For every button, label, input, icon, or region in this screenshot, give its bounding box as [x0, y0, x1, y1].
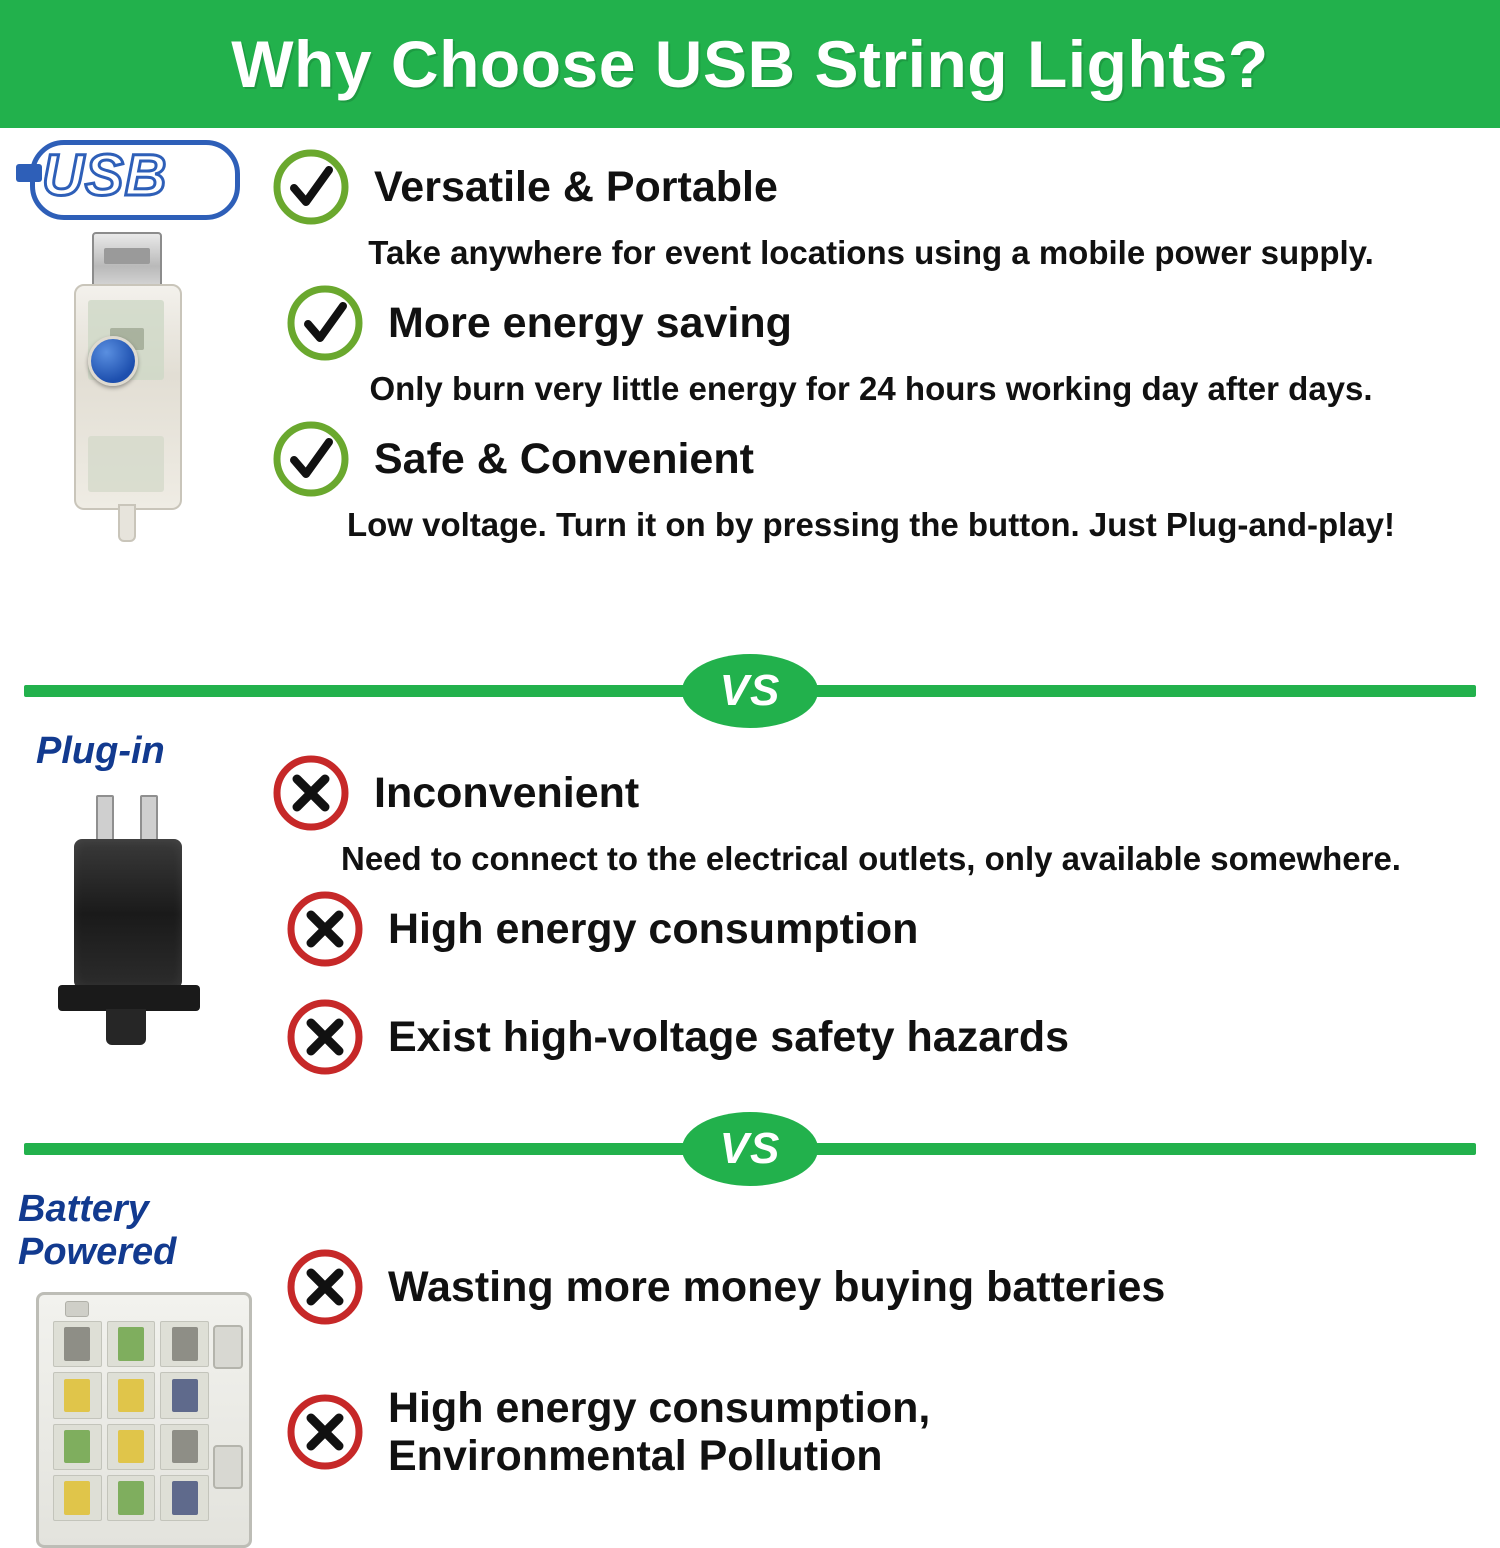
usb-power-button-icon: [88, 336, 138, 386]
check-icon: [270, 146, 352, 228]
plugin-label: Plug-in: [36, 730, 165, 772]
bullet-subtext: Take anywhere for event locations using a mobile power supply.: [368, 234, 1374, 271]
bullet-subtext: Need to connect to the electrical outlets, only available somewhere.: [341, 840, 1401, 877]
divider-vs-1: [0, 652, 1500, 730]
cross-icon: [270, 752, 352, 834]
usb-logo-icon: [24, 138, 234, 218]
plugin-visual-column: [0, 730, 270, 1110]
bullet-row: [284, 996, 1472, 1078]
battery-drawbacks-list: [270, 1188, 1500, 1528]
cross-icon: [284, 996, 366, 1078]
bullet-title-line-2: Environmental Pollution: [388, 1432, 883, 1481]
bullet-subtext: Only burn very little energy for 24 hours working day after days.: [369, 369, 1373, 407]
check-icon: [270, 418, 352, 500]
bullet-title: Exist high-voltage safety hazards: [388, 1012, 1070, 1061]
bullet-title: Inconvenient: [374, 768, 640, 817]
bullet-title: Wasting more money buying batteries: [388, 1262, 1166, 1311]
vs-badge: VS: [682, 1112, 818, 1186]
bullet-title: High energy consumption: [388, 904, 919, 953]
bullet-row: [284, 888, 1472, 970]
bullet-row: [270, 146, 1472, 228]
cross-icon: [284, 888, 366, 970]
section-plugin: [0, 730, 1500, 1110]
bullet-row: [284, 1246, 1472, 1328]
usb-logo-text: USB: [42, 143, 168, 208]
battery-label: Battery Powered: [18, 1188, 177, 1273]
bullet-row: [284, 282, 1472, 364]
check-icon: [284, 282, 366, 364]
cross-icon: [284, 1391, 366, 1473]
page-title: Why Choose USB String Lights?: [231, 27, 1269, 101]
vs-badge: VS: [682, 654, 818, 728]
bullet-title-line-1: High energy consumption,: [388, 1384, 931, 1432]
bullet-row: [270, 418, 1472, 500]
divider-vs-2: [0, 1110, 1500, 1188]
bullet-subtext: Low voltage. Turn it on by pressing the button. Just Plug-and-play!: [346, 505, 1396, 543]
usb-flash-drive-icon: [58, 232, 208, 532]
bullet-row: [284, 1384, 1472, 1480]
bullet-row: [270, 752, 1472, 834]
bullet-title: Safe & Convenient: [374, 434, 754, 483]
battery-box-icon: [36, 1292, 252, 1548]
bullet-title: More energy saving: [388, 298, 792, 347]
page-header: [0, 0, 1500, 128]
bullet-title: Versatile & Portable: [374, 162, 778, 211]
plugin-drawbacks-list: [270, 730, 1500, 1110]
section-usb: [0, 128, 1500, 652]
battery-visual-column: [0, 1188, 270, 1528]
section-battery: [0, 1188, 1500, 1528]
usb-visual-column: [0, 128, 270, 652]
cross-icon: [284, 1246, 366, 1328]
power-adapter-icon: [44, 795, 224, 1045]
usb-benefits-list: [270, 128, 1500, 652]
